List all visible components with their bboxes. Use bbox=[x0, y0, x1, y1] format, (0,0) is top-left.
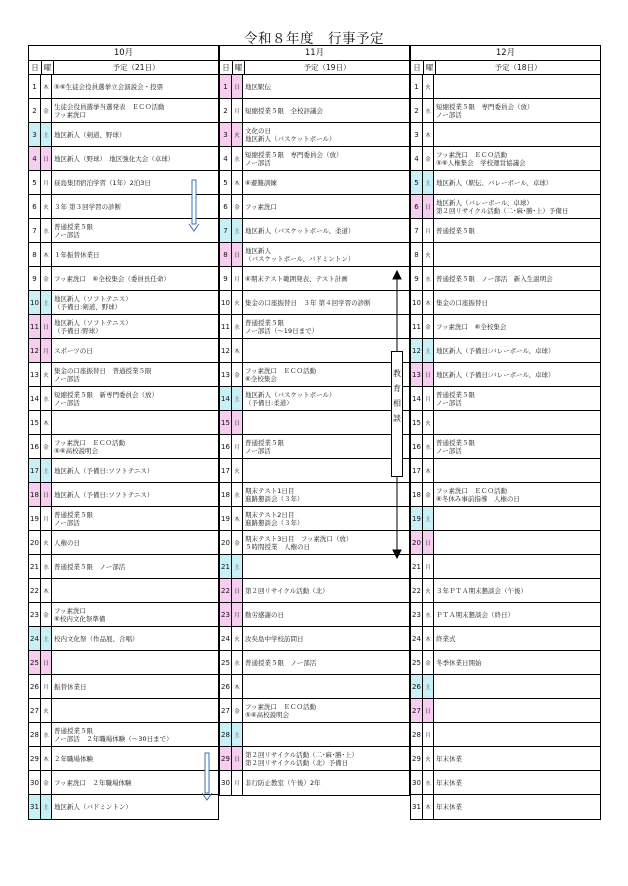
day-number: 15 bbox=[411, 411, 423, 434]
kyoiku-soudan-char: 談 bbox=[393, 414, 401, 423]
month-header: 11月 bbox=[220, 46, 409, 61]
day-number: 3 bbox=[29, 123, 41, 146]
day-number: 23 bbox=[29, 603, 41, 626]
weekday: 火 bbox=[41, 195, 52, 218]
kyoiku-soudan-char: 教 bbox=[393, 369, 401, 378]
day-number: 18 bbox=[411, 483, 423, 506]
day-number: 16 bbox=[29, 435, 41, 458]
day-number: 11 bbox=[29, 315, 41, 338]
event-text: １年振替休業日 bbox=[54, 250, 100, 259]
weekday: 日 bbox=[423, 195, 434, 218]
weekday: 火 bbox=[423, 75, 434, 98]
weekday: 水 bbox=[232, 147, 243, 170]
weekday: 木 bbox=[423, 123, 434, 146]
day-number: 23 bbox=[411, 603, 423, 626]
event-text: 年末休業 bbox=[436, 778, 462, 787]
event-text: 年末休業 bbox=[436, 803, 462, 811]
event-text: ＰＴＡ期末懇談会（終日） bbox=[436, 610, 514, 619]
day-number: 16 bbox=[411, 435, 423, 458]
weekday: 月 bbox=[232, 603, 243, 626]
weekday: 水 bbox=[232, 483, 243, 506]
day-number: 12 bbox=[220, 339, 232, 362]
oct5-arrow-shaft bbox=[192, 180, 196, 224]
weekday: 木 bbox=[232, 507, 243, 530]
day-number: 28 bbox=[220, 723, 232, 746]
kyoiku-soudan-char: 相 bbox=[393, 399, 401, 408]
weekday: 土 bbox=[423, 171, 434, 194]
weekday: 木 bbox=[232, 339, 243, 362]
day-number: 30 bbox=[411, 771, 423, 794]
event-text: 普通授業５限 ノー部活 bbox=[436, 390, 475, 407]
day-number: 24 bbox=[220, 627, 232, 650]
weekday: 金 bbox=[423, 315, 434, 338]
day-number: 26 bbox=[29, 675, 41, 698]
weekday: 土 bbox=[232, 387, 243, 410]
event-text: 普通授業５限 ノー部活 bbox=[54, 562, 126, 571]
weekday: 木 bbox=[41, 747, 52, 770]
event-text: スポーツの日 bbox=[54, 346, 93, 355]
day-number: 25 bbox=[220, 651, 232, 674]
event-text: フッ素洗口 ＥＣＯ活動 ⑥全校集会 bbox=[245, 366, 317, 383]
event-text: フッ素洗口 ⑥全校集会（委員長任命） bbox=[54, 274, 170, 283]
event-text: 地区新人（野球） 地区強化大会（卓球） bbox=[54, 154, 175, 163]
day-number: 5 bbox=[411, 171, 423, 194]
event-text: 集金の口座振替日 ３年 第４回学習の診断 bbox=[245, 298, 371, 307]
weekday: 水 bbox=[423, 603, 434, 626]
day-number: 20 bbox=[220, 531, 232, 554]
weekday: 月 bbox=[232, 771, 243, 795]
weekday: 木 bbox=[423, 459, 434, 482]
weekday: 土 bbox=[232, 555, 243, 578]
weekday: 金 bbox=[232, 531, 243, 554]
month-header: 12月 bbox=[411, 46, 600, 61]
weekday: 日 bbox=[232, 411, 243, 434]
event-text: 地区新人（バレーボール、卓球） 第２回リサイクル活動（二･麻･勝･上）予備日 bbox=[436, 198, 569, 215]
weekday: 火 bbox=[423, 411, 434, 434]
oct5-arrow-head bbox=[189, 224, 199, 231]
weekday: 火 bbox=[41, 363, 52, 386]
event-text: 地区新人（駅伝、バレーボール、卓球） bbox=[436, 178, 553, 187]
event-text: 地区新人（バスケットボール、柔道） bbox=[245, 226, 355, 235]
day-number: 31 bbox=[29, 795, 41, 819]
day-number: 15 bbox=[29, 411, 41, 434]
event-text: 集金の口座振替日 bbox=[436, 298, 488, 307]
day-number: 19 bbox=[411, 507, 423, 530]
day-label: 日 bbox=[29, 61, 42, 74]
weekday: 金 bbox=[423, 651, 434, 674]
weekday: 金 bbox=[232, 699, 243, 722]
weekday: 水 bbox=[41, 555, 52, 578]
day-number: 2 bbox=[29, 99, 41, 122]
event-text: フッ素洗口 ⑥校内文化祭準備 bbox=[54, 606, 106, 623]
month-header: 10月 bbox=[29, 46, 218, 61]
day-number: 5 bbox=[220, 171, 232, 194]
event-text: 普通授業５限 ノー部活 新入生説明会 bbox=[436, 274, 553, 283]
event-text: 集金の口座振替日 普通授業５限 ノー部活 bbox=[54, 366, 152, 383]
day-number: 5 bbox=[29, 171, 41, 194]
weekday: 火 bbox=[232, 123, 243, 146]
weekday-label: 曜 bbox=[424, 61, 436, 74]
weekday: 金 bbox=[423, 483, 434, 506]
event-text: ３年 第３回学習の診断 bbox=[54, 202, 122, 211]
weekday: 日 bbox=[232, 747, 243, 770]
event-text: 期末テスト1日目 進路懇談会（３年） bbox=[245, 486, 304, 503]
event-text: 普通授業５限 ノー部活（～19日まで） bbox=[245, 318, 319, 335]
day-number: 7 bbox=[411, 219, 423, 242]
event-text: 普通授業５限 ノー部活 bbox=[245, 438, 284, 455]
day-number: 19 bbox=[220, 507, 232, 530]
event-text: 短縮授業５限 全校評議会 bbox=[245, 106, 323, 115]
weekday: 水 bbox=[41, 219, 52, 242]
page-title: 令和８年度 行事予定 bbox=[244, 31, 384, 47]
weekday: 水 bbox=[423, 99, 434, 122]
event-text: 期末テスト2日目 進路懇談会（３年） bbox=[245, 510, 304, 527]
event-text: 地区新人（剣道、野球） bbox=[54, 130, 126, 139]
weekday: 月 bbox=[423, 219, 434, 242]
event-text: 地区新人（予備日:バレーボール、卓球） bbox=[436, 346, 555, 355]
day-number: 23 bbox=[220, 603, 232, 626]
oct28-arrow-shaft bbox=[205, 753, 209, 793]
event-text: 地区新人 （バスケットボール、バドミントン） bbox=[245, 246, 355, 263]
day-number: 29 bbox=[411, 747, 423, 770]
weekday: 土 bbox=[232, 723, 243, 746]
day-number: 16 bbox=[220, 435, 232, 458]
day-number: 27 bbox=[411, 699, 423, 722]
day-number: 19 bbox=[29, 507, 41, 530]
weekday: 金 bbox=[41, 267, 52, 290]
day-number: 27 bbox=[220, 699, 232, 722]
plan-label: 予定（18日） bbox=[494, 63, 542, 72]
weekday: 月 bbox=[232, 267, 243, 290]
day-number: 3 bbox=[220, 123, 232, 146]
weekday: 火 bbox=[423, 243, 434, 266]
day-number: 10 bbox=[220, 291, 232, 314]
day-number: 17 bbox=[411, 459, 423, 482]
day-number: 10 bbox=[29, 291, 41, 314]
weekday: 金 bbox=[41, 435, 52, 458]
weekday: 水 bbox=[232, 651, 243, 674]
weekday: 火 bbox=[423, 747, 434, 770]
event-text: ⑥避難訓練 bbox=[245, 178, 277, 187]
weekday: 木 bbox=[41, 579, 52, 602]
event-text: 短縮授業５限 新専門委員会（放） ノー部活 bbox=[54, 390, 158, 407]
weekday: 木 bbox=[423, 627, 434, 650]
event-text: 振替休業日 bbox=[54, 682, 87, 691]
day-number: 14 bbox=[411, 387, 423, 410]
event-text: 普通授業５限 ノー部活 bbox=[245, 658, 317, 667]
day-number: 1 bbox=[411, 75, 423, 98]
weekday: 金 bbox=[232, 195, 243, 218]
day-number: 13 bbox=[220, 363, 232, 386]
day-number: 26 bbox=[411, 675, 423, 698]
day-number: 31 bbox=[411, 795, 423, 819]
weekday: 水 bbox=[41, 387, 52, 410]
day-number: 20 bbox=[29, 531, 41, 554]
weekday: 火 bbox=[423, 579, 434, 602]
weekday: 金 bbox=[423, 147, 434, 170]
event-text: 終業式 bbox=[436, 634, 456, 643]
event-text: ⑥期末テスト範囲発表、テスト計画 bbox=[245, 274, 348, 283]
event-text: フッ素洗口 bbox=[245, 202, 278, 211]
weekday: 月 bbox=[41, 339, 52, 362]
day-number: 24 bbox=[411, 627, 423, 650]
event-text: 地区新人（予備日:バレーボール、卓球） bbox=[436, 370, 555, 379]
weekday: 火 bbox=[41, 531, 52, 554]
weekday: 日 bbox=[41, 315, 52, 338]
day-number: 9 bbox=[220, 267, 232, 290]
day-number: 12 bbox=[29, 339, 41, 362]
day-number: 20 bbox=[411, 531, 423, 554]
day-number: 6 bbox=[29, 195, 41, 218]
event-text: 普通授業５限 ノー部活 bbox=[54, 510, 93, 527]
weekday: 水 bbox=[232, 315, 243, 338]
plan-label: 予定（21日） bbox=[112, 63, 160, 72]
event-text: 汝矣島中学校訪問日 bbox=[245, 634, 304, 643]
day-number: 29 bbox=[29, 747, 41, 770]
event-text: 人権の日 bbox=[54, 538, 80, 547]
event-text: 普通授業５限 bbox=[436, 226, 475, 235]
weekday: 日 bbox=[423, 699, 434, 722]
event-text: 普通授業５限 ノー部活 bbox=[54, 222, 93, 239]
event-text: 地区新人（ソフトテニス） （予備日:野球） bbox=[54, 318, 132, 335]
weekday: 金 bbox=[41, 771, 52, 794]
event-text: 第２回リサイクル活動（北） bbox=[245, 586, 329, 595]
event-text: 地区新人（バスケットボール） （予備日:柔道） bbox=[245, 390, 336, 407]
weekday: 土 bbox=[41, 459, 52, 482]
event-text: ３年ＰＴＡ期末懇談会（午後） bbox=[436, 586, 527, 595]
weekday: 月 bbox=[232, 435, 243, 458]
weekday: 月 bbox=[232, 99, 243, 122]
weekday: 日 bbox=[41, 651, 52, 674]
weekday: 土 bbox=[232, 219, 243, 242]
day-number: 1 bbox=[220, 75, 232, 98]
weekday: 月 bbox=[41, 171, 52, 194]
event-text: 地区新人（予備日:ソフトテニス） bbox=[54, 490, 154, 499]
event-text: 文化の日 地区新人（バスケットボール） bbox=[245, 126, 336, 143]
day-number: 8 bbox=[220, 243, 232, 266]
weekday-label: 曜 bbox=[42, 61, 54, 74]
weekday: 月 bbox=[41, 507, 52, 530]
day-number: 8 bbox=[411, 243, 423, 266]
day-number: 18 bbox=[29, 483, 41, 506]
weekday: 土 bbox=[41, 795, 52, 819]
event-text: 地区駅伝 bbox=[245, 82, 271, 91]
day-number: 18 bbox=[220, 483, 232, 506]
day-number: 4 bbox=[411, 147, 423, 170]
weekday: 金 bbox=[41, 603, 52, 626]
day-number: 1 bbox=[29, 75, 41, 98]
weekday: 日 bbox=[232, 579, 243, 602]
day-number: 21 bbox=[411, 555, 423, 578]
weekday: 木 bbox=[41, 243, 52, 266]
event-text: ⑤⑥生徒会役員選挙立会演説会・投票 bbox=[54, 82, 164, 91]
day-number: 11 bbox=[220, 315, 232, 338]
weekday: 月 bbox=[423, 387, 434, 410]
event-text: 第２回リサイクル活動（二･麻･勝･上） 第２回リサイクル活動（北）予備日 bbox=[245, 750, 358, 767]
weekday: 土 bbox=[41, 291, 52, 314]
day-number: 12 bbox=[411, 339, 423, 362]
weekday: 土 bbox=[423, 675, 434, 698]
weekday: 水 bbox=[423, 435, 434, 458]
weekday: 日 bbox=[423, 363, 434, 386]
event-text: 非行防止教室（午後）2年 bbox=[245, 779, 321, 787]
weekday: 木 bbox=[423, 291, 434, 314]
weekday: 月 bbox=[41, 675, 52, 698]
event-text: フッ素洗口 ＥＣＯ活動 ⑤⑥高校説明会 bbox=[54, 438, 126, 455]
day-number: 2 bbox=[411, 99, 423, 122]
day-number: 7 bbox=[29, 219, 41, 242]
weekday: 金 bbox=[232, 363, 243, 386]
day-number: 30 bbox=[220, 771, 232, 795]
event-text: ２年職場体験 bbox=[54, 754, 93, 763]
day-number: 9 bbox=[29, 267, 41, 290]
day-number: 7 bbox=[220, 219, 232, 242]
event-text: 年末休業 bbox=[436, 754, 462, 763]
weekday: 日 bbox=[41, 147, 52, 170]
day-number: 25 bbox=[411, 651, 423, 674]
day-number: 6 bbox=[220, 195, 232, 218]
day-number: 28 bbox=[29, 723, 41, 746]
weekday: 日 bbox=[41, 483, 52, 506]
day-number: 25 bbox=[29, 651, 41, 674]
day-number: 11 bbox=[411, 315, 423, 338]
day-number: 13 bbox=[411, 363, 423, 386]
event-text: 冬季休業日開始 bbox=[436, 658, 482, 667]
event-text: 短縮授業５限 専門委員会（放） ノー部活 bbox=[245, 150, 343, 167]
day-number: 14 bbox=[220, 387, 232, 410]
day-number: 10 bbox=[411, 291, 423, 314]
day-number: 27 bbox=[29, 699, 41, 722]
weekday: 日 bbox=[232, 243, 243, 266]
event-text: 普通授業５限 ノー部活 ２年職場体験（～30日まで） bbox=[54, 726, 173, 743]
day-number: 2 bbox=[220, 99, 232, 122]
weekday: 月 bbox=[423, 723, 434, 746]
weekday: 土 bbox=[41, 123, 52, 146]
day-number: 22 bbox=[411, 579, 423, 602]
event-text: 校内文化祭（作品展、合唱） bbox=[54, 634, 139, 643]
day-number: 15 bbox=[220, 411, 232, 434]
weekday: 木 bbox=[41, 411, 52, 434]
day-number: 3 bbox=[411, 123, 423, 146]
event-text: フッ素洗口 ⑥全校集会 bbox=[436, 322, 507, 331]
weekday-label: 曜 bbox=[233, 61, 245, 74]
day-number: 29 bbox=[220, 747, 232, 770]
event-text: フッ素洗口 ＥＣＯ活動 ⑥冬休み事前指導 人権の日 bbox=[436, 486, 520, 503]
day-number: 26 bbox=[220, 675, 232, 698]
day-number: 21 bbox=[220, 555, 232, 578]
weekday: 木 bbox=[423, 795, 434, 819]
kyoiku-soudan-label bbox=[391, 351, 403, 477]
day-number: 17 bbox=[29, 459, 41, 482]
event-text: フッ素洗口 ＥＣＯ活動 ⑤⑥人権集会 学校運営協議会 bbox=[436, 150, 526, 167]
day-number: 28 bbox=[411, 723, 423, 746]
weekday: 土 bbox=[41, 627, 52, 650]
weekday: 月 bbox=[423, 555, 434, 578]
weekday: 金 bbox=[41, 99, 52, 122]
weekday: 木 bbox=[41, 75, 52, 98]
day-number: 8 bbox=[29, 243, 41, 266]
event-text: 普通授業５限 ノー部活 bbox=[436, 438, 475, 455]
event-text: 生徒会役員選挙当選発表 ＥＣＯ活動 フッ素洗口 bbox=[54, 102, 165, 119]
event-text: 昼島集団宿泊学習（1年）2泊3日 bbox=[54, 178, 151, 187]
event-text: 短縮授業５限 専門委員会（放） ノー部活 bbox=[436, 102, 534, 119]
weekday: 日 bbox=[232, 75, 243, 98]
event-text: 地区新人（予備日:ソフトテニス） bbox=[54, 466, 154, 475]
event-text: 勤労感謝の日 bbox=[245, 610, 284, 619]
event-text: 地区新人（ソフトテニス） （予備日:剣道、野球） bbox=[54, 294, 132, 311]
weekday: 土 bbox=[423, 339, 434, 362]
day-number: 30 bbox=[29, 771, 41, 794]
plan-label: 予定（19日） bbox=[303, 63, 351, 72]
weekday: 日 bbox=[423, 531, 434, 554]
weekday: 火 bbox=[232, 291, 243, 314]
day-number: 4 bbox=[29, 147, 41, 170]
day-number: 9 bbox=[411, 267, 423, 290]
day-number: 4 bbox=[220, 147, 232, 170]
day-number: 22 bbox=[220, 579, 232, 602]
day-number: 22 bbox=[29, 579, 41, 602]
event-text: 期末テスト3日目 フッ素洗口（放） ５時間授業 人権の日 bbox=[245, 534, 353, 551]
weekday: 土 bbox=[423, 507, 434, 530]
weekday: 火 bbox=[232, 627, 243, 650]
day-number: 6 bbox=[411, 195, 423, 218]
day-label: 日 bbox=[411, 61, 424, 74]
oct28-arrow-head bbox=[202, 793, 212, 800]
day-number: 14 bbox=[29, 387, 41, 410]
weekday: 水 bbox=[423, 771, 434, 794]
weekday: 水 bbox=[423, 267, 434, 290]
weekday: 火 bbox=[41, 699, 52, 722]
kyoiku-soudan-char: 育 bbox=[393, 384, 401, 393]
event-text: 地区新人（バドミントン） bbox=[54, 803, 132, 811]
event-text: フッ素洗口 ２年職場体験 bbox=[54, 778, 132, 787]
weekday: 火 bbox=[232, 459, 243, 482]
event-text: フッ素洗口 ＥＣＯ活動 ⑤⑥高校説明会 bbox=[245, 702, 317, 719]
weekday: 木 bbox=[232, 171, 243, 194]
weekday: 水 bbox=[41, 723, 52, 746]
day-label: 日 bbox=[220, 61, 233, 74]
weekday: 木 bbox=[232, 675, 243, 698]
day-number: 17 bbox=[220, 459, 232, 482]
day-number: 24 bbox=[29, 627, 41, 650]
day-number: 13 bbox=[29, 363, 41, 386]
day-number: 21 bbox=[29, 555, 41, 578]
